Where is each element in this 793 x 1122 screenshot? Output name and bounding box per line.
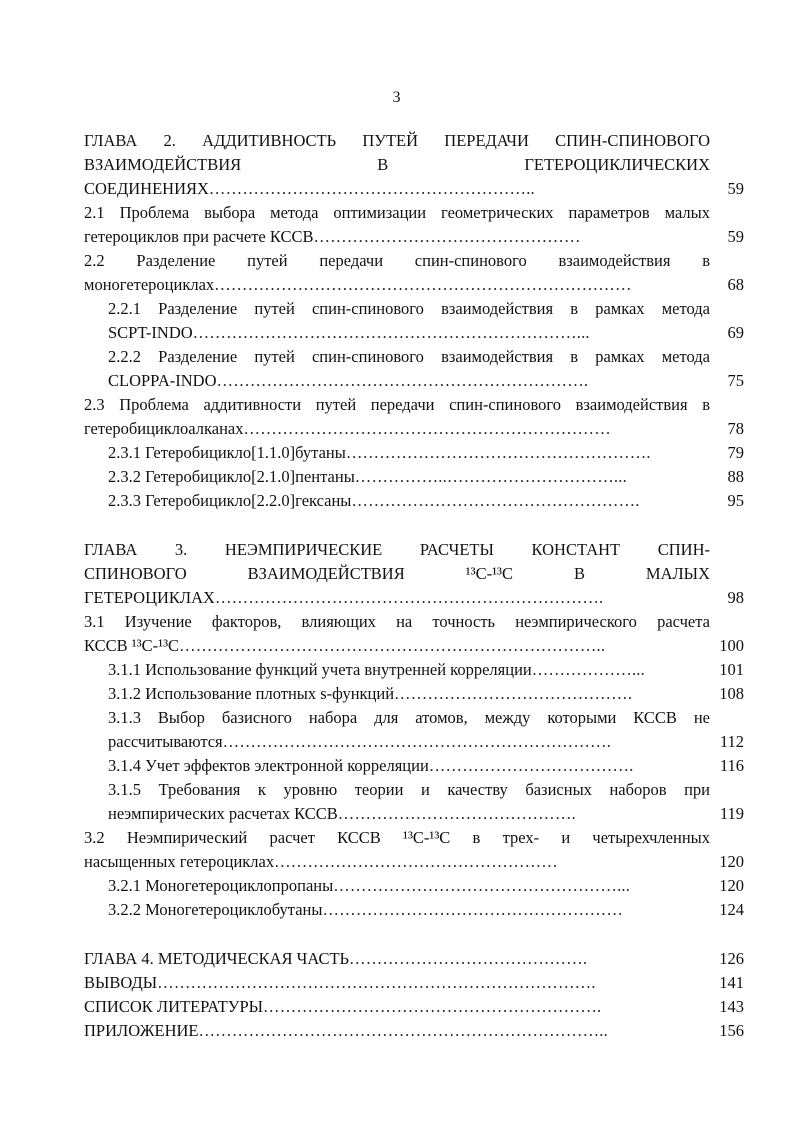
toc-chapter-4[interactable] <box>84 947 744 971</box>
table-of-contents <box>84 129 744 1043</box>
toc-leader: ……………………………………………... <box>333 876 631 895</box>
toc-line: 2.3.1 Гетеробицикло[1.1.0]бутаны………………………………………………. <box>108 443 651 462</box>
toc-line: 2.1 Проблема выбора метода оптимизации геометрических параметров малых <box>84 203 710 222</box>
toc-line: CLOPPA-INDO…………………………………………………………. <box>108 371 589 390</box>
toc-line: 3.1 Изучение факторов, влияющих на точность неэмпирического расчета <box>84 612 710 631</box>
toc-leader: ………………………………………………………………….. <box>179 636 606 655</box>
toc-page-number: 120 <box>719 876 744 895</box>
toc-section-3-2[interactable] <box>84 826 744 874</box>
toc-leader: ……………………………………………………………….. <box>198 1021 608 1040</box>
toc-line: 2.3.2 Гетеробицикло[2.1.0]пентаны……………..…………………………... <box>108 467 627 486</box>
toc-page-number: 120 <box>719 852 744 871</box>
toc-line: ГЕТЕРОЦИКЛАХ……………………………………………………………. <box>84 588 604 607</box>
toc-section-3-1-3[interactable] <box>108 706 744 754</box>
toc-leader: ……………………………………………… <box>322 900 624 919</box>
toc-line: 3.1.1 Использование функций учета внутренней корреляции………………... <box>108 660 645 679</box>
toc-page-number: 88 <box>727 467 744 486</box>
toc-leader: …………………………………………… <box>274 852 559 871</box>
toc-page-number: 78 <box>727 419 744 438</box>
toc-page-number: 156 <box>719 1021 744 1040</box>
toc-page-number: 98 <box>727 588 744 607</box>
toc-leader: ……………………………………. <box>349 949 588 968</box>
toc-leader: ……………………………………………. <box>351 491 640 510</box>
toc-page-number: 59 <box>727 179 744 198</box>
toc-line: гетеробициклоалканах………………………………………………………… <box>84 419 611 438</box>
toc-leader: ……………………………………………………………. <box>222 732 612 751</box>
toc-line: 2.2.1 Разделение путей спин-спинового взаимодействия в рамках метода <box>108 299 710 318</box>
toc-line: 2.2.2 Разделение путей спин-спинового взаимодействия в рамках метода <box>108 347 710 366</box>
toc-line: неэмпирических расчетах КССВ……………………………………. <box>108 804 576 823</box>
toc-section-3-1[interactable] <box>84 610 744 658</box>
toc-line: моногетероциклах………………………………………………………………… <box>84 275 632 294</box>
toc-page-number: 59 <box>727 227 744 246</box>
toc-spacer <box>84 922 744 947</box>
toc-page-number: 143 <box>719 997 744 1016</box>
toc-line: насыщенных гетероциклах…………………………………………… <box>84 852 559 871</box>
toc-section-3-2-1[interactable] <box>108 874 744 898</box>
toc-section-2-2-1[interactable] <box>108 297 744 345</box>
toc-leader: ……………………………………. <box>394 684 633 703</box>
toc-leader: ………………………………. <box>428 756 634 775</box>
toc-section-3-1-5[interactable] <box>108 778 744 826</box>
toc-leader: ……………………………………………………………………. <box>157 973 596 992</box>
toc-page-number: 68 <box>727 275 744 294</box>
toc-page-number: 108 <box>719 684 744 703</box>
toc-references[interactable] <box>84 995 744 1019</box>
toc-page-number: 116 <box>719 756 744 775</box>
toc-conclusions[interactable] <box>84 971 744 995</box>
toc-line: 3.1.2 Использование плотных s-функций……………………………………. <box>108 684 633 703</box>
toc-line: 3.1.5 Требования к уровню теории и качеству базисных наборов при <box>108 780 710 799</box>
toc-line: 3.1.4 Учет эффектов электронной корреляции………………………………. <box>108 756 634 775</box>
toc-line: ГЛАВА 4. МЕТОДИЧЕСКАЯ ЧАСТЬ……………………………………. <box>84 949 588 968</box>
toc-line: 3.2.2 Моногетероциклобутаны……………………………………………… <box>108 900 624 919</box>
toc-line: 3.1.3 Выбор базисного набора для атомов, между которыми КССВ не <box>108 708 710 727</box>
toc-section-2-2[interactable] <box>84 249 744 297</box>
toc-line: 2.3.3 Гетеробицикло[2.2.0]гексаны……………………………………………. <box>108 491 640 510</box>
toc-page-number: 79 <box>727 443 744 462</box>
toc-line: ВЫВОДЫ……………………………………………………………………. <box>84 973 596 992</box>
toc-section-2-1[interactable] <box>84 201 744 249</box>
toc-page-number: 126 <box>719 949 744 968</box>
toc-line: рассчитываются……………………………………………………………. <box>108 732 612 751</box>
toc-spacer <box>84 513 744 538</box>
toc-page-number: 95 <box>727 491 744 510</box>
toc-chapter-3[interactable] <box>84 538 744 610</box>
toc-line: СПИСОК ЛИТЕРАТУРЫ……………………………………………………. <box>84 997 602 1016</box>
toc-section-2-3-1[interactable] <box>108 441 744 465</box>
toc-section-3-2-2[interactable] <box>108 898 744 922</box>
toc-section-2-2-2[interactable] <box>108 345 744 393</box>
toc-leader: ……………………………………………………………. <box>214 588 604 607</box>
toc-chapter-2[interactable] <box>84 129 744 201</box>
toc-line: 2.3 Проблема аддитивности путей передачи спин-спинового взаимодействия в <box>84 395 710 414</box>
page-number: 3 <box>392 89 401 106</box>
toc-line: SCPT-INDO……………………………………………………………... <box>108 323 590 342</box>
toc-leader: ………………………………………………….. <box>208 179 535 198</box>
toc-section-3-1-4[interactable] <box>108 754 744 778</box>
toc-leader: ……………………………………………………. <box>263 997 602 1016</box>
toc-page-number: 124 <box>719 900 744 919</box>
toc-page-number: 141 <box>719 973 744 992</box>
toc-page-number: 69 <box>727 323 744 342</box>
toc-section-2-3-3[interactable] <box>108 489 744 513</box>
toc-line: КССВ ¹³C-¹³C………………………………………………………………….. <box>84 636 606 655</box>
toc-line: ГЛАВА 2. АДДИТИВНОСТЬ ПУТЕЙ ПЕРЕДАЧИ СПИН-СПИНОВОГО <box>84 131 710 150</box>
toc-leader: ……………..…………………………... <box>354 467 627 486</box>
toc-leader: ………………………………………………………… <box>243 419 611 438</box>
toc-section-3-1-1[interactable] <box>108 658 744 682</box>
toc-appendix[interactable] <box>84 1019 744 1043</box>
toc-page-number: 112 <box>719 732 744 751</box>
toc-section-2-3-2[interactable] <box>108 465 744 489</box>
toc-leader: ……………………………………………………………... <box>192 323 590 342</box>
toc-line: ГЛАВА 3. НЕЭМПИРИЧЕСКИЕ РАСЧЕТЫ КОНСТАНТ СПИН- <box>84 540 710 559</box>
toc-page-number: 101 <box>719 660 744 679</box>
toc-section-2-3[interactable] <box>84 393 744 441</box>
toc-leader: ………………………………………… <box>313 227 581 246</box>
toc-leader: …………………………………………………………. <box>216 371 589 390</box>
toc-line: СОЕДИНЕНИЯХ………………………………………………….. <box>84 179 535 198</box>
toc-leader: ……………………………………. <box>337 804 576 823</box>
toc-line: гетероциклов при расчете КССВ………………………………………… <box>84 227 581 246</box>
toc-page-number: 75 <box>727 371 744 390</box>
toc-section-3-1-2[interactable] <box>108 682 744 706</box>
toc-line: ПРИЛОЖЕНИЕ……………………………………………………………….. <box>84 1021 608 1040</box>
toc-leader: ………………………………………………………………… <box>214 275 632 294</box>
toc-page-number: 119 <box>719 804 744 823</box>
toc-leader: ………………………………………………. <box>345 443 651 462</box>
toc-leader: ………………... <box>531 660 645 679</box>
toc-line: 3.2.1 Моногетероциклопропаны……………………………………………... <box>108 876 631 895</box>
toc-line: 2.2 Разделение путей передачи спин-спинового взаимодействия в <box>84 251 710 270</box>
toc-line: 3.2 Неэмпирический расчет КССВ ¹³C-¹³C в трех- и четырехчленных <box>84 828 710 847</box>
toc-line: ВЗАИМОДЕЙСТВИЯ В ГЕТЕРОЦИКЛИЧЕСКИХ <box>84 155 710 174</box>
toc-page-number: 100 <box>719 636 744 655</box>
toc-line: СПИНОВОГО ВЗАИМОДЕЙСТВИЯ ¹³C-¹³C В МАЛЫХ <box>84 564 710 583</box>
